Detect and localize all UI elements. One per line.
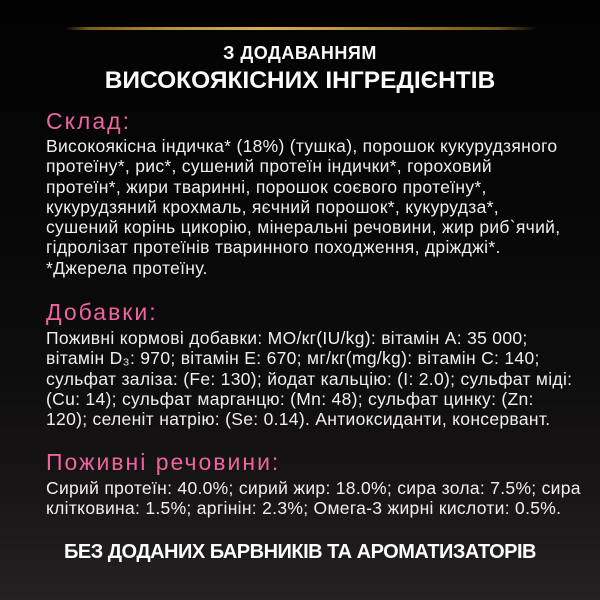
composition-heading: Склад: bbox=[46, 108, 131, 134]
additives-heading: Добавки: bbox=[46, 299, 158, 325]
additives-text bbox=[46, 328, 573, 430]
additives-line: вітамін D₃: 970; вітамін E: 670; мг/кг(mg/kg): вітамін C: 140; bbox=[46, 348, 540, 369]
nutrients-line: клітковина: 1.5%; аргінін: 2.3%; Омега-3 жирні кислоти: 0.5%. bbox=[46, 498, 562, 519]
additives-line: Поживні кормові добавки: МО/кг(IU/kg): вітамін A: 35 000; bbox=[46, 328, 528, 348]
composition-line: гідролізат протеїнів тваринного походження, дріжджі*. bbox=[46, 237, 501, 258]
section-composition bbox=[46, 106, 564, 278]
section-additives bbox=[46, 297, 573, 430]
footer-claim: БЕЗ ДОДАНИХ БАРВНИКІВ ТА АРОМАТИЗАТОРІВ bbox=[64, 541, 536, 563]
nutrients-text bbox=[46, 478, 581, 519]
nutrients-line: Сирий протеїн: 40.0%; сирий жир: 18.0%; сира зола: 7.5%; сира bbox=[46, 478, 581, 498]
composition-line: кукурудзяний крохмаль, яєчний порошок*, кукурудза*, bbox=[46, 196, 499, 217]
gold-divider bbox=[65, 27, 536, 30]
composition-line: протеїн*, жири тваринні, порошок соєвого протеїну*, bbox=[46, 176, 487, 197]
nutrients-heading: Поживні речовини: bbox=[46, 449, 281, 475]
section-nutrients bbox=[46, 447, 581, 519]
header-subtitle: З ДОДАВАННЯМ bbox=[223, 43, 377, 63]
header-title: ВИСОКОЯКІСНИХ ІНГРЕДІЄНТІВ bbox=[104, 67, 496, 94]
composition-footnote: *Джерела протеїну. bbox=[46, 257, 208, 278]
header bbox=[0, 42, 600, 95]
additives-line: 120); селеніт натрію: (Se: 0.14). Антиоксиданти, консервант. bbox=[46, 409, 551, 430]
additives-line: сульфат заліза: (Fe: 130); йодат кальцію: (I: 2.0); сульфат міді: bbox=[46, 368, 573, 389]
additives-line: (Cu: 14); сульфат марганцю: (Mn: 48); сульфат цинку: (Zn: bbox=[46, 388, 534, 409]
composition-line: сушений корінь цикорію, мінеральні речовини, жир риб`ячий, bbox=[46, 217, 561, 238]
composition-text bbox=[46, 136, 564, 278]
composition-line: Високоякісна індичка* (18%) (тушка), порошок кукурудзяного bbox=[46, 136, 558, 156]
composition-line: протеїну*, рис*, сушений протеїн індички*, гороховий bbox=[46, 156, 492, 177]
